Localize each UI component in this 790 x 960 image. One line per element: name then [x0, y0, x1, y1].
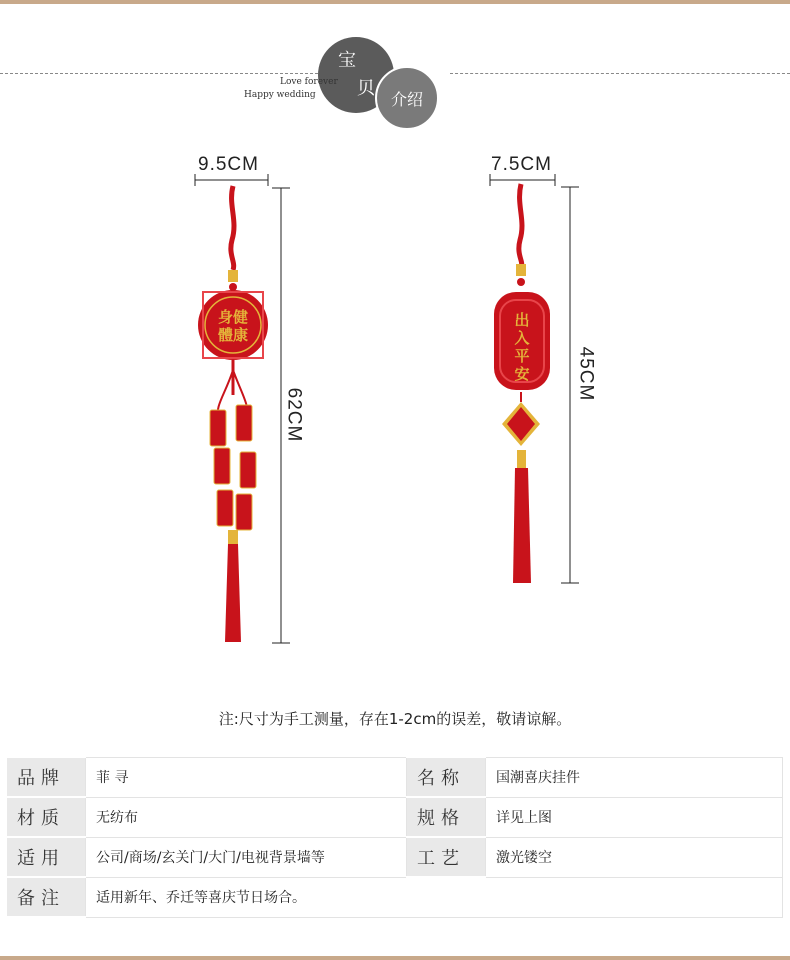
- bottom-accent-band: [0, 956, 790, 960]
- header-circle-label: 介绍: [390, 89, 423, 109]
- svg-text:安: 安: [514, 365, 530, 383]
- svg-text:平: 平: [514, 347, 530, 365]
- tagline-line2: Happy wedding: [244, 90, 316, 100]
- spec-value: 菲 寻: [86, 757, 407, 797]
- spec-row: [7, 757, 783, 797]
- spec-key: 工艺: [407, 837, 486, 877]
- spec-value: 国潮喜庆挂件: [486, 757, 783, 797]
- right-ornament: [494, 184, 550, 583]
- svg-text:體康: 體康: [217, 326, 249, 344]
- spec-table: [7, 756, 783, 918]
- spec-key: 备注: [7, 877, 86, 917]
- spec-key: 材质: [7, 797, 86, 837]
- spec-row: [7, 797, 783, 837]
- header-circle-char-bottom: 贝: [357, 78, 375, 99]
- spec-value: 无纺布: [86, 797, 407, 837]
- svg-text:身健: 身健: [217, 308, 249, 326]
- right-height-label: 45CM: [575, 346, 597, 402]
- spec-value: 详见上图: [486, 797, 783, 837]
- left-ornament: [198, 186, 268, 642]
- header-circle-char-top: 宝: [338, 50, 356, 71]
- right-width-label: 7.5CM: [491, 154, 552, 175]
- spec-row: [7, 837, 783, 877]
- measurement-note: 注:尺寸为手工测量，存在1-2cm的误差，敬请谅解。: [218, 710, 572, 728]
- spec-key: 适用: [7, 837, 86, 877]
- svg-text:出: 出: [514, 311, 530, 329]
- spec-key: 名称: [407, 757, 486, 797]
- spec-value: 公司/商场/玄关门/大门/电视背景墙等: [86, 837, 407, 877]
- spec-value: 激光镂空: [486, 837, 783, 877]
- left-width-label: 9.5CM: [198, 154, 259, 175]
- spec-row: [7, 877, 783, 917]
- left-height-label: 62CM: [283, 387, 305, 443]
- spec-value: 适用新年、乔迁等喜庆节日场合。: [86, 877, 783, 917]
- svg-text:入: 入: [514, 329, 530, 347]
- spec-key: 规格: [407, 797, 486, 837]
- spec-key: 品牌: [7, 757, 86, 797]
- tagline-line1: Love forever: [280, 77, 338, 87]
